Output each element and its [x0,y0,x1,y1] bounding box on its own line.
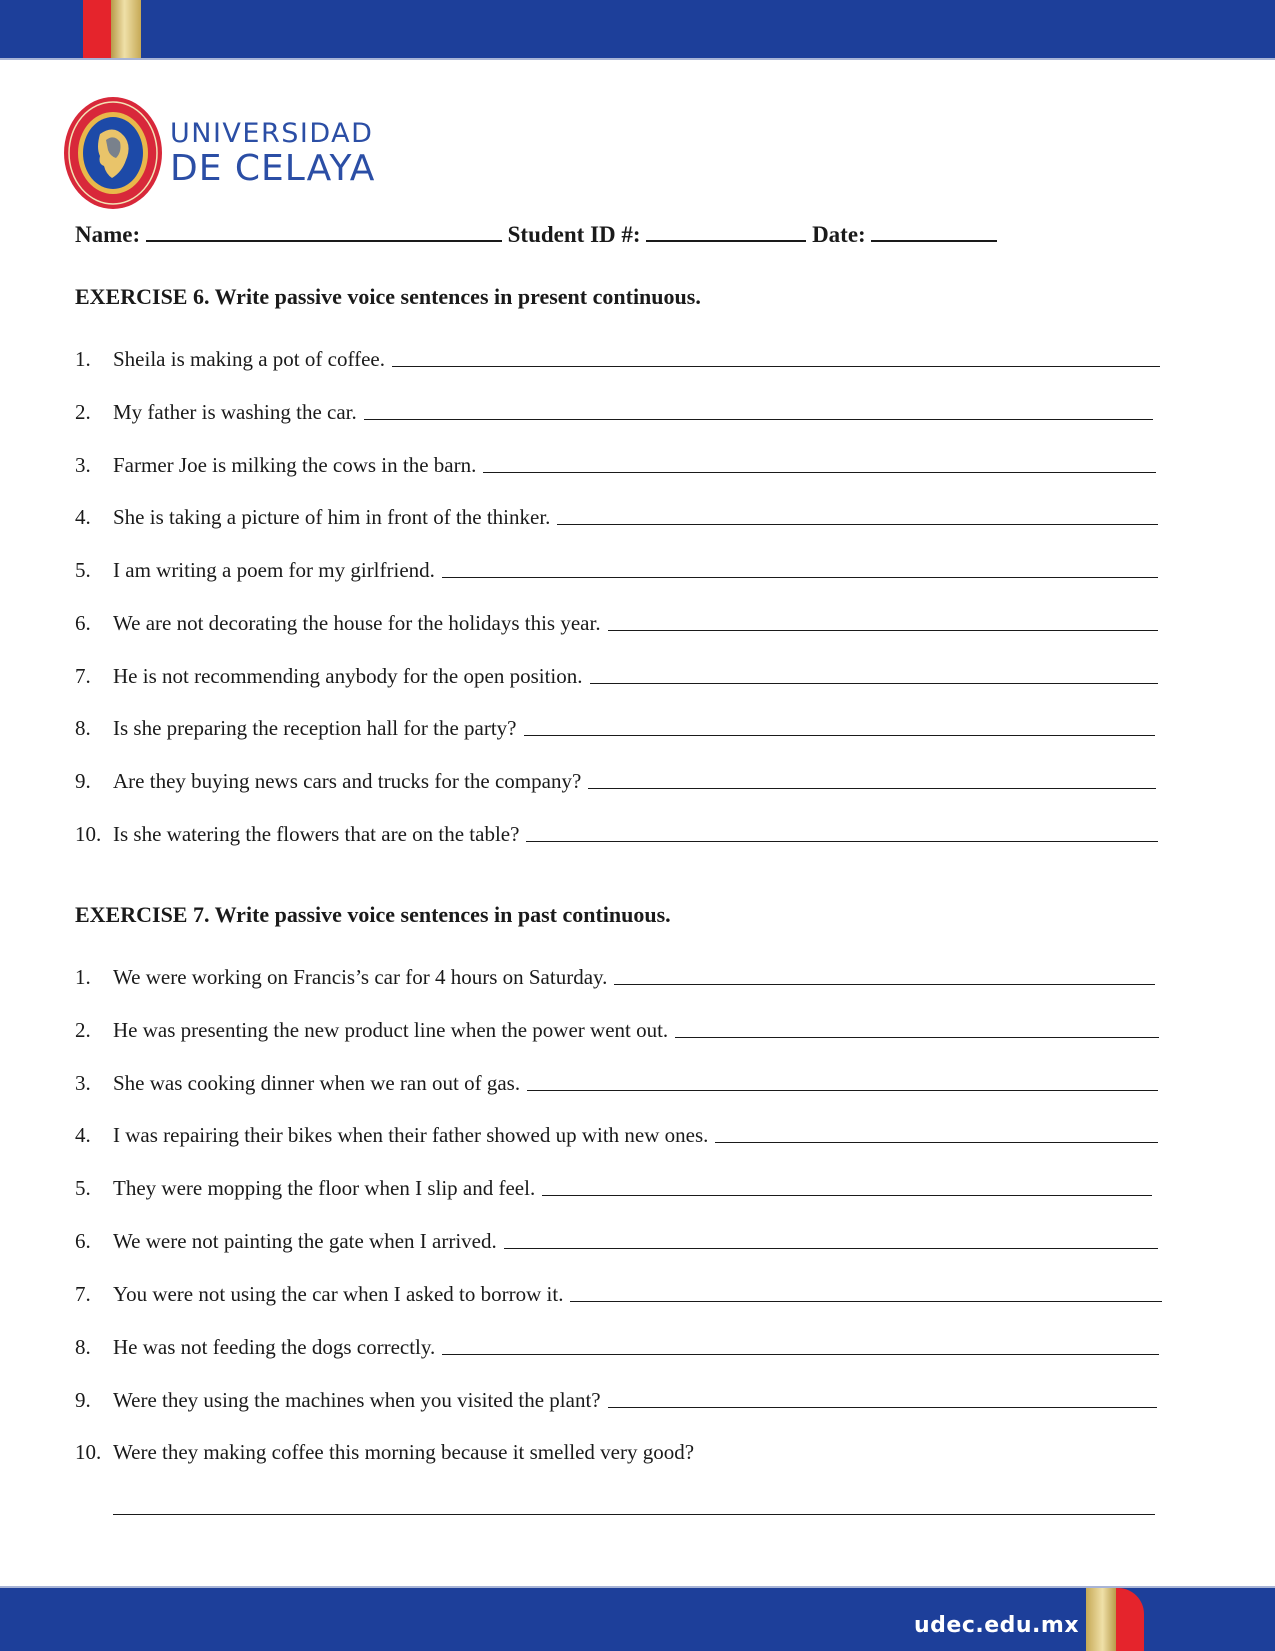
answer-line[interactable] [483,471,1156,473]
answer-line[interactable] [675,1036,1159,1038]
item-number: 6. [75,611,91,635]
student-id-blank[interactable] [646,222,806,242]
answer-line[interactable] [113,1514,1155,1515]
item-number: 8. [75,716,91,740]
top-red-stripe [83,0,111,58]
answer-line[interactable] [557,523,1158,525]
item-sentence: We are not decorating the house for the holidays this year. [113,611,601,635]
exercise-6-item-3 [75,448,1156,478]
answer-line[interactable] [614,983,1155,985]
top-divider [0,58,1275,60]
item-number: 10. [75,1440,102,1464]
item-sentence: Were they making coffee this morning because it smelled very good? [113,1440,695,1464]
item-number: 6. [75,1229,91,1253]
item-sentence: We were not painting the gate when I arrived. [113,1229,497,1253]
item-sentence: Sheila is making a pot of coffee. [113,347,385,371]
item-number: 4. [75,505,91,529]
exercise-7-item-9 [75,1383,1157,1413]
item-number: 5. [75,1176,91,1200]
item-sentence: Is she watering the flowers that are on the table? [113,822,520,846]
exercise-6-item-6 [75,606,1158,636]
item-sentence: He was not feeding the dogs correctly. [113,1335,436,1359]
exercise-7-item-2 [75,1013,1159,1043]
item-sentence: She is taking a picture of him in front of the thinker. [113,505,551,529]
top-gold-stripe [111,0,141,58]
item-number: 1. [75,347,91,371]
exercise-6-item-8 [75,711,1155,741]
item-number: 9. [75,769,91,793]
exercise-7-item-10 [75,1435,1158,1465]
item-number: 4. [75,1123,91,1147]
item-sentence: We were working on Francis’s car for 4 hours on Saturday. [113,965,608,989]
answer-line[interactable] [542,1194,1152,1196]
item-sentence: I was repairing their bikes when their father showed up with new ones. [113,1123,709,1147]
answer-line[interactable] [442,1353,1159,1355]
exercise-7-item-5 [75,1171,1152,1201]
item-number: 1. [75,965,91,989]
item-sentence: Are they buying news cars and trucks for the company? [113,769,582,793]
item-sentence: You were not using the car when I asked to borrow it. [113,1282,564,1306]
exercise-6-item-10 [75,817,1158,847]
logo-text-universidad: UNIVERSIDAD [170,118,374,149]
answer-line[interactable] [504,1247,1158,1249]
answer-line[interactable] [526,840,1158,842]
item-number: 7. [75,664,91,688]
footer-website-link[interactable]: udec.edu.mx [914,1613,1080,1638]
date-blank[interactable] [871,222,997,242]
item-number: 2. [75,400,91,424]
item-sentence: They were mopping the floor when I slip and feel. [113,1176,536,1200]
answer-line[interactable] [524,734,1155,736]
item-number: 10. [75,822,102,846]
student-info-line [75,222,997,248]
answer-line[interactable] [527,1089,1158,1091]
exercise-7-item-3 [75,1066,1158,1096]
answer-line[interactable] [608,629,1158,631]
answer-line[interactable] [392,365,1160,367]
university-logo [62,94,376,214]
exercise-7-item-7 [75,1277,1162,1307]
answer-line[interactable] [364,418,1153,420]
exercise-7-item-4 [75,1118,1158,1148]
date-label: Date: [812,222,866,247]
university-seal-icon [62,94,164,212]
top-banner [0,0,1275,58]
exercise-7-item-1 [75,960,1155,990]
exercise-7-item-6 [75,1224,1158,1254]
answer-line[interactable] [570,1300,1162,1302]
item-number: 3. [75,453,91,477]
item-sentence: Farmer Joe is milking the cows in the barn. [113,453,477,477]
item-number: 2. [75,1018,91,1042]
footer-banner [0,1588,1275,1651]
item-sentence: I am writing a poem for my girlfriend. [113,558,435,582]
answer-line[interactable] [590,682,1159,684]
item-number: 8. [75,1335,91,1359]
answer-line[interactable] [588,787,1156,789]
exercise-6-item-5 [75,553,1158,583]
item-sentence: He is not recommending anybody for the open position. [113,664,583,688]
item-number: 5. [75,558,91,582]
exercise-6-item-7 [75,659,1158,689]
exercise-6-item-9 [75,764,1156,794]
item-sentence: He was presenting the new product line when the power went out. [113,1018,669,1042]
exercise-6-item-2 [75,395,1153,425]
exercise-6-title: EXERCISE 6. Write passive voice sentences in present continuous. [75,284,701,309]
answer-line[interactable] [608,1406,1157,1408]
student-id-label: Student ID #: [507,222,641,247]
item-sentence: Were they using the machines when you visited the plant? [113,1388,601,1412]
answer-line[interactable] [442,576,1158,578]
name-label: Name: [75,222,141,247]
item-number: 9. [75,1388,91,1412]
item-number: 3. [75,1071,91,1095]
item-sentence: She was cooking dinner when we ran out of gas. [113,1071,521,1095]
item-sentence: Is she preparing the reception hall for the party? [113,716,517,740]
name-blank[interactable] [146,222,502,242]
exercise-7-title: EXERCISE 7. Write passive voice sentences in past continuous. [75,902,671,927]
item-number: 7. [75,1282,91,1306]
exercise-6-item-1 [75,342,1160,372]
exercise-7-item-8 [75,1330,1159,1360]
logo-text-de-celaya: DE CELAYA [170,148,376,189]
answer-line[interactable] [715,1141,1158,1143]
bottom-gold-stripe [1086,1588,1116,1651]
item-sentence: My father is washing the car. [113,400,357,424]
exercise-6-item-4 [75,500,1158,530]
